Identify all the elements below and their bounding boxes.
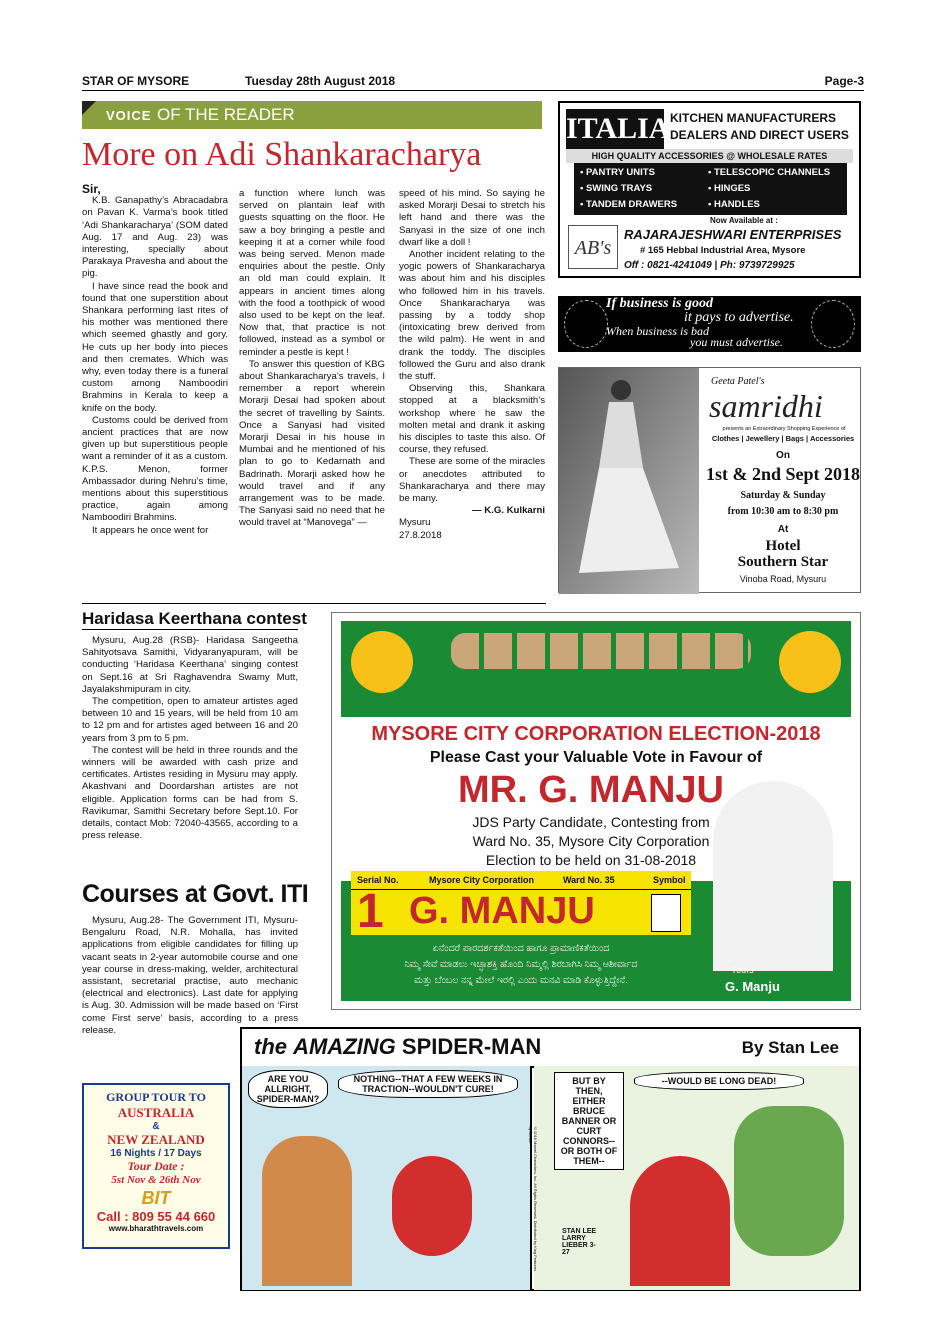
ad-line-2: DEALERS AND DIRECT USERS — [670, 128, 849, 142]
ab-logo: AB's — [568, 225, 618, 269]
section-voice: VOICE — [106, 108, 152, 123]
speech-bubble: --WOULD BE LONG DEAD! — [634, 1072, 804, 1090]
election-panel — [341, 621, 851, 1001]
letter-column-1 — [82, 183, 228, 537]
speech-bubble: ARE YOU ALLRIGHT, SPIDER-MAN? — [248, 1070, 328, 1108]
deity-icon — [811, 300, 855, 348]
paragraph: a function where lunch was served on plantain leaf with guests squatting on the floor. He saw a boy bringing a pestle and keeping it at a corner while food was being served. Menon made enquiries about the pestle. Only an old man could explain. It appears in ancient times along with the food a toothpick of wood also used to be kept on the leaf. Now that, that practice is not followed, instead as a symbol or reminder a pestle is kept ! — [239, 188, 385, 358]
samridhi-ad — [558, 367, 861, 593]
tour-line: GROUP TOUR TO — [106, 1090, 206, 1104]
company-name: RAJARAJESHWARI ENTERPRISES — [624, 227, 842, 242]
letter-signature: — K.G. Kulkarni — [471, 505, 545, 517]
iti-title: Courses at Govt. ITI — [82, 880, 309, 908]
paragraph: The competition, open to amateur artistes aged between 10 and 15 years, will be held from 10 am to 12 pm and for artistes aged between 16 and 20 years from 3 pm to 5 pm. — [82, 696, 298, 744]
letter-column-2 — [239, 188, 385, 530]
paragraph: Another incident relating to the yogic powers of Shankaracharya was about him and his disciples who followed him in his travels. Once Shankaracharya was passing by a toddy shop (intoxicating brew derived from the wild palm). He went in and drank the toddy. The disciples followed the Guru and also drank the stuff. — [399, 249, 545, 383]
speech-bubble: NOTHING--THAT A FEW WEEKS IN TRACTION--WOULDN'T CURE! — [338, 1070, 518, 1098]
paragraph: It appears he once went for — [92, 524, 209, 536]
host-name: Geeta Patel's — [711, 376, 765, 387]
paragraph: K.B. Ganapathy’s Abracadabra on Pavan K. Varma’s book titled ‘Adi Shankaracharya’ (SOM dated Aug. 17 and Aug. 23) was interesting, specially about Parakaya Pravesha and about the pig. — [82, 195, 228, 280]
bit-logo: BIT — [141, 1188, 171, 1208]
tour-line: & — [152, 1121, 160, 1132]
kannada-line-2: ನಿಮ್ಮ ಸೇವೆ ಮಾಡಲು ಇಚ್ಛಾಶಕ್ತಿ ಹೊಂದಿ ನಿಮ್ಮಲ್ಲಿ ಶಿರಬಾಗಿಸಿ ನಿಮ್ಮ ಆಶೀರ್ವಾದ — [404, 959, 638, 970]
at-text: At — [777, 524, 789, 535]
banner-corner — [82, 101, 96, 115]
paragraph: To answer this question of KBG about Shankaracharya’s travels, I remember a report wherein Morarji Desai had spoken about the secret of travelling by Saints. Once a Sanyasi had visited Morarji Desai in his house in Mumbai and he mentioned of his plan to go to Kedarnath and Badrinath. Morarji asked how he would travel and if any arrangement was to be made. The Sanyasi said no need that he would travel at “Manovega” — — [239, 358, 385, 529]
tour-line: NEW ZEALAND — [107, 1132, 205, 1147]
tour-phone: Call : 809 55 44 660 — [96, 1209, 216, 1224]
leader-photo-row — [451, 633, 751, 669]
tour-line: Tour Date : — [127, 1159, 185, 1173]
paper-name: STAR OF MYSORE — [82, 74, 190, 88]
iti-body — [82, 915, 298, 1037]
serial-number: 1 — [357, 885, 384, 938]
page-number: Page-3 — [824, 74, 864, 88]
company-address: # 165 Hebbal Industrial Area, Mysore — [640, 245, 806, 256]
item: • TELESCOPIC CHANNELS — [708, 167, 831, 178]
tour-line: 5st Nov & 26th Nov — [111, 1174, 201, 1186]
paragraph: The contest will be held in three rounds and the winners will be awarded with cash prize and certificates. Artistes residing in Mysuru may apply. Akashvani and Doordarshan artistes are not eligible. Application forms can be had from S. Ravikumar, Samithi Secretary before Sept.10. For details, contact Mob: 72040-43565, according to a press release. — [82, 744, 298, 842]
divider — [82, 603, 546, 604]
spiderman-figure — [392, 1156, 472, 1256]
spiderman-comic — [240, 1027, 861, 1291]
speech-bubble: BUT BY THEN, EITHER BRUCE BANNER OR CURT CONNORS--OR BOTH OF THEM-- — [554, 1072, 624, 1170]
ward-line: Ward No. 35, Mysore City Corporation — [472, 833, 710, 849]
venue-line-1: Hotel — [765, 538, 801, 554]
venue-road: Vinoba Road, Mysuru — [739, 574, 827, 584]
tour-line: 16 Nights / 17 Days — [110, 1148, 202, 1159]
haridasa-title: Haridasa Keerthana contest — [82, 609, 307, 628]
comic-panel-2 — [528, 1066, 859, 1290]
haridasa-body — [82, 635, 298, 842]
salutation: Sir, — [82, 182, 101, 196]
comic-credit: STAN LEE LARRY LIEBER 3-27 — [562, 1228, 597, 1256]
candidate-photo — [713, 781, 833, 971]
event-time: from 10:30 am to 8:30 pm — [727, 506, 839, 517]
tour-ad — [82, 1083, 230, 1249]
ad-line: you must advertise. — [690, 335, 783, 349]
ballot-header: Serial No. Mysore City Corporation Ward No. 35 Symbol — [351, 871, 691, 889]
kannada-line-3: ಮತ್ತು ಬೆಂಬಲ ನನ್ನ ಮೇಲೆ ಇರಲ್ಲಿ ಎಂದು ಮನವಿ ಮಾಡಿ ಕೊಳ್ಳುತ್ತಿದ್ದೇನೆ. — [414, 975, 628, 986]
comic-byline: By Stan Lee — [741, 1038, 839, 1057]
on-text: On — [776, 450, 790, 461]
candidate-name: MR. G. MANJU — [458, 769, 724, 811]
letter-date: 27.8.2018 — [399, 529, 442, 541]
page-title: More on Adi Shankaracharya — [82, 136, 482, 173]
ad-line: it pays to advertise. — [684, 310, 794, 325]
comic-panel-1 — [242, 1066, 532, 1290]
item: • TANDEM DRAWERS — [580, 199, 678, 210]
italian-kitchen-ad — [558, 101, 861, 278]
venue-line-2: Southern Star — [737, 554, 829, 570]
issue-date: Tuesday 28th August 2018 — [245, 74, 396, 88]
tagline: presents an Extraordinary Shopping Experience of — [722, 426, 846, 432]
item: • PANTRY UNITS — [580, 167, 655, 178]
ad-line-1: KITCHEN MANUFACTURERS — [670, 111, 836, 125]
symbol-icon — [651, 894, 681, 932]
masthead — [82, 74, 864, 91]
paragraph: speed of his mind. So saying he asked Morarji Desai to stretch his left hand and there was the Sanyasi in the size of one inch dwarf like a doll ! — [399, 188, 545, 248]
letter-place: Mysuru — [399, 517, 431, 529]
paragraph: Observing this, Shankara stopped at a blacksmith’s workshop where he saw the molten metal and drank it asking his disciples to taste this also. Of course, they refused. — [399, 383, 545, 456]
election-subtitle: Please Cast your Valuable Vote in Favour of — [429, 749, 763, 766]
section-rest: OF THE READER — [157, 105, 295, 124]
samridhi-logo: samridhi — [709, 388, 823, 424]
ad-banner: HIGH QUALITY ACCESSORIES @ WHOLESALE RATES — [566, 149, 853, 163]
goods: Clothes | Jewellery | Bags | Accessories — [711, 434, 855, 443]
leader-photos — [351, 631, 841, 691]
candidate-sign: G. Manju — [725, 979, 780, 994]
lizard-figure — [734, 1106, 844, 1256]
advertise-ad — [558, 296, 861, 352]
event-dates: 1st & 2nd Sept 2018 — [705, 464, 861, 484]
ad-line: When business is bad — [606, 324, 709, 338]
event-days: Saturday & Sunday — [740, 490, 826, 501]
paragraph: I have since read the book and found that one superstition about Shankara performing last rites of his mother was mentioned there which seemed ghastly and gory. He cuts up her body into pieces and then cremates. Which was why, even today there is a funeral custom among Namboodiri Brahmins in Kerala to keep a knife on the body. — [82, 280, 228, 414]
paragraph: Mysuru, Aug.28- The Government ITI, Mysuru-Bengaluru Road, N.R. Mohalla, has invited applications from eligible candidates for filling up vacant seats in 2-year automobile course and one year course in dress-making, welder, architectural assistant, secretarial practise, auto mechanic (electrical and electronics). Last date for applying is Aug. 30. Admission will be made based on ‘First come First serve’ basis, according to a press release. — [82, 915, 298, 1036]
ballot-row — [351, 885, 691, 938]
ad-items — [574, 163, 847, 215]
leader-photo — [779, 631, 841, 693]
deity-icon — [564, 300, 608, 348]
company-phone: Off : 0821-4241049 | Ph: 9739729925 — [624, 260, 795, 271]
model-photo — [559, 368, 699, 594]
kannada-line-1: ಏನೆಂದರೆ ಪಾರದರ್ಶಕತೆಯಿಂದ ಹಾಗೂ ಪ್ರಾಮಾಣಿಕತೆಯಿಂದ — [432, 943, 610, 954]
divider — [82, 629, 298, 630]
paragraph: Customs could be derived from ancient practices that are now given up but superstitious people want a reminder of it as a custom. K.P.S. Menon, former Ambassador during Nehru’s time, mentions about this superstitious practice, again among Namboodiri Brahmins. — [82, 414, 228, 524]
letter-column-3 — [399, 188, 545, 542]
item: • SWING TRAYS — [580, 183, 653, 194]
spiderman-figure — [630, 1156, 730, 1286]
paragraph: Mysuru, Aug.28 (RSB)- Haridasa Sangeetha Sahityotsava Samithi, Vidyaranyapuram, will be conducting ‘Haridasa Keerthana’ singing contest on Sept.16 at Sri Raghavendra Swamy Mutt, Jayalakshmipuram in city. — [82, 635, 298, 695]
ballot-name: G. MANJU — [409, 890, 595, 932]
comic-figure — [262, 1136, 352, 1286]
party-line: JDS Party Candidate, Contesting from — [472, 814, 710, 830]
italian-brand: ITALIAN — [566, 109, 664, 149]
available-text: Now Available at : — [710, 216, 778, 225]
comic-title: the AMAZING SPIDER-MAN — [254, 1034, 542, 1059]
yours-text: Yours — [731, 965, 754, 975]
election-title: MYSORE CITY CORPORATION ELECTION-2018 — [371, 723, 821, 745]
election-ad — [331, 612, 861, 1010]
section-banner — [82, 101, 542, 129]
ad-line: If business is good — [606, 296, 713, 311]
tour-line: AUSTRALIA — [117, 1105, 195, 1120]
item: • HINGES — [708, 183, 751, 194]
tour-website: www.bharathtravels.com — [108, 1224, 204, 1233]
date-line: Election to be held on 31-08-2018 — [485, 852, 697, 868]
leader-photo — [351, 631, 413, 693]
item: • HANDLES — [708, 199, 760, 210]
paragraph: These are some of the miracles or anecdotes attributed to Shankaracharya and there may be many. — [399, 456, 545, 505]
comic-copyright: ©2018 Marvel Characters, Inc. All Rights Reserved. Distributed by King Features Syndicate — [528, 1126, 538, 1272]
